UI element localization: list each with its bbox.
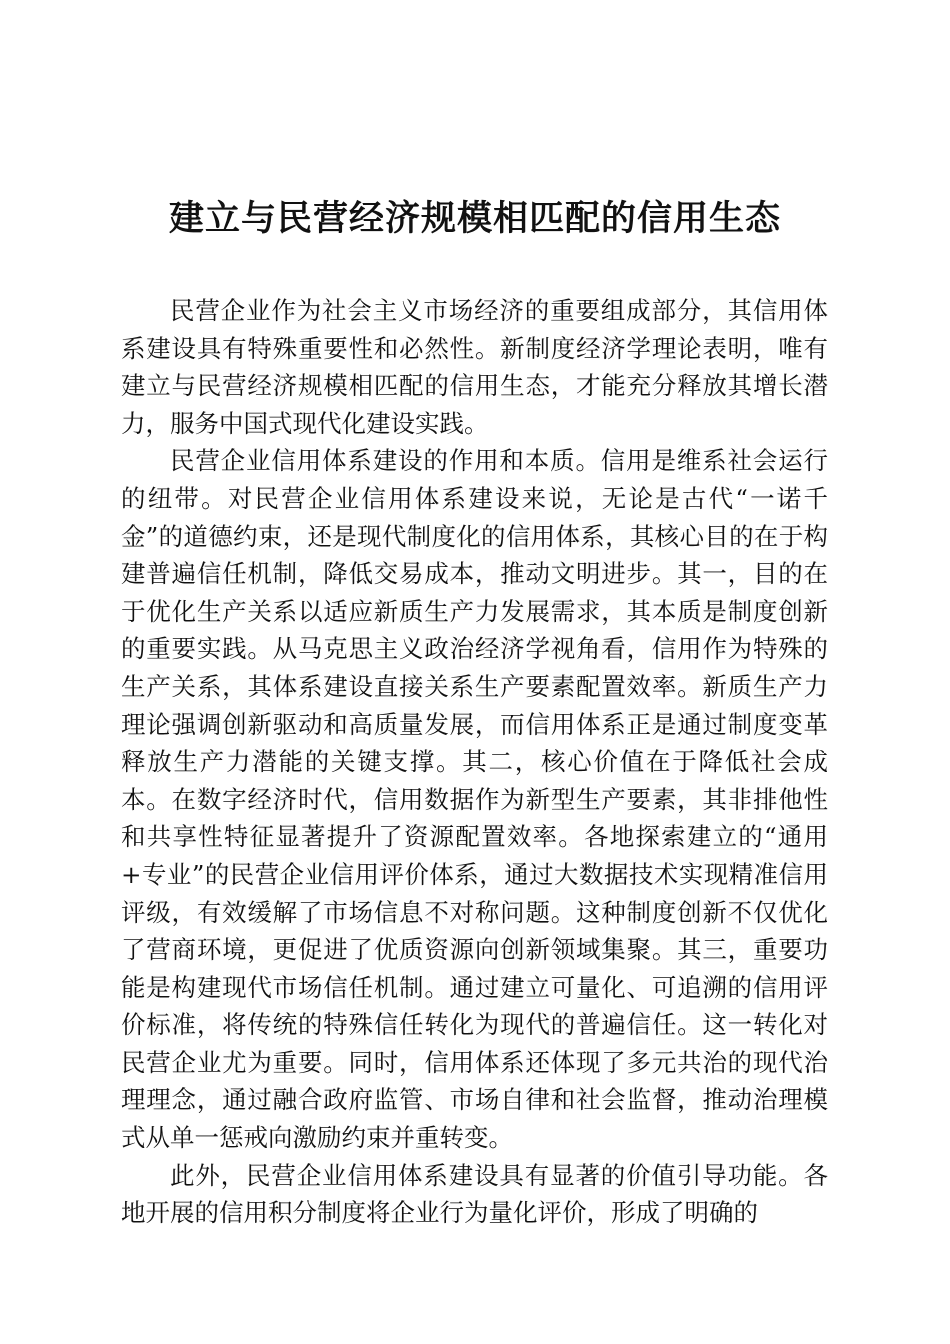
paragraph-1: 民营企业作为社会主义市场经济的重要组成部分，其信用体系建设具有特殊重要性和必然性。新制度经济学理论表明，唯有建立与民营经济规模相匹配的信用生态，才能充分释放其增长潜力，服务中国式现代化建设实践。 [121, 296, 828, 438]
document-body [121, 292, 828, 1232]
paragraph-3: 此外，民营企业信用体系建设具有显著的价值引导功能。各地开展的信用积分制度将企业行为量化评价，形成了明确的 [121, 1160, 828, 1228]
document-title: 建立与民营经济规模相匹配的信用生态 [168, 198, 781, 239]
paragraph-2: 民营企业信用体系建设的作用和本质。信用是维系社会运行的纽带。对民营企业信用体系建设来说，无论是古代“一诺千金”的道德约束，还是现代制度化的信用体系，其核心目的在于构建普遍信任机制，降低交易成本，推动文明进步。其一，目的在于优化生产关系以适应新质生产力发展需求，其本质是制度创新的重要实践。从马克思主义政治经济学视角看，信用作为特殊的生产关系，其体系建设直接关系生产要素配置效率。新质生产力理论强调创新驱动和高质量发展，而信用体系正是通过制度变革释放生产力潜能的关键支撑。其二，核心价值在于降低社会成本。在数字经济时代，信用数据作为新型生产要素，其非排他性和共享性特征显著提升了资源配置效率。各地探索建立的“通用+专业”的民营企业信用评价体系，通过大数据技术实现精准信用评级，有效缓解了市场信息不对称问题。这种制度创新不仅优化了营商环境，更促进了优质资源向创新领域集聚。其三，重要功能是构建现代市场信任机制。通过建立可量化、可追溯的信用评价标准，将传统的特殊信任转化为现代的普遍信任。这一转化对民营企业尤为重要。同时，信用体系还体现了多元共治的现代治理理念，通过融合政府监管、市场自律和社会监督，推动治理模式从单一惩戒向激励约束并重转变。 [121, 446, 828, 1153]
